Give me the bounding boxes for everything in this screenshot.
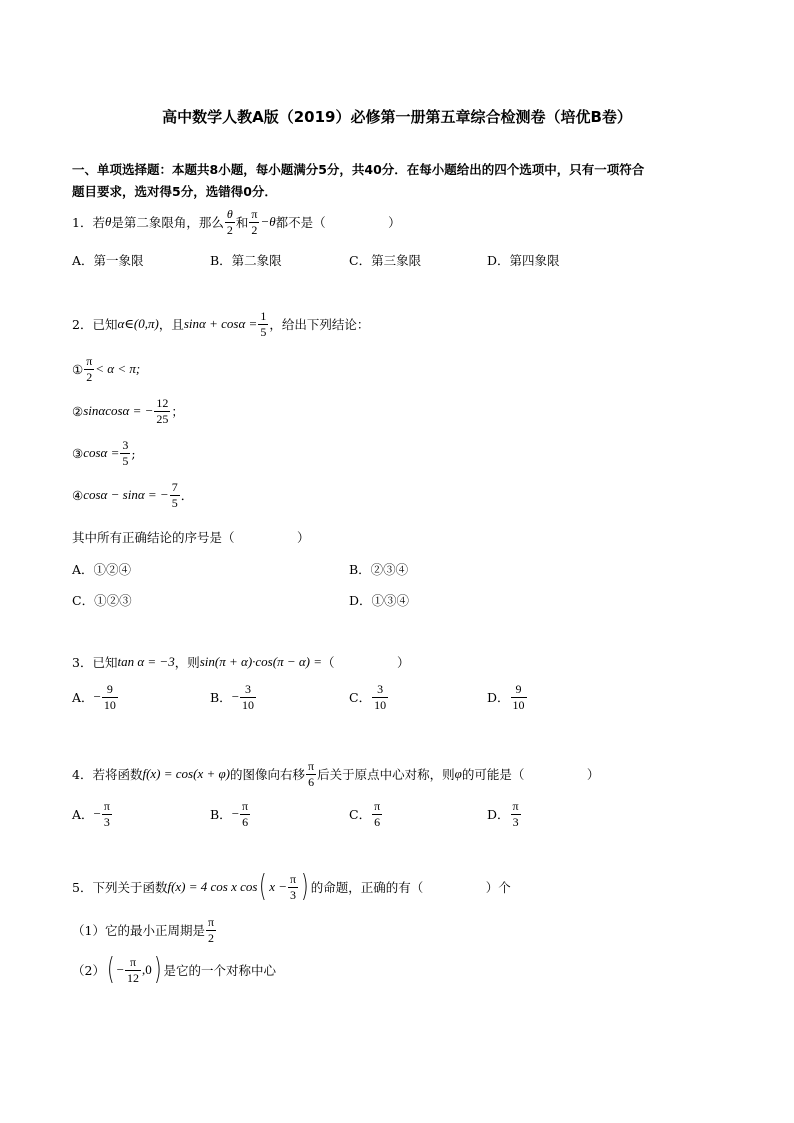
q4-b-label: B． — [210, 807, 232, 823]
q5-p1-den: 2 — [208, 930, 214, 945]
q3-c-fraction — [372, 683, 388, 711]
q4-c-den: 6 — [374, 814, 381, 829]
q4-d-den: 3 — [512, 814, 519, 829]
q5-p1-fraction — [206, 916, 216, 944]
q4-a-sign: − — [93, 806, 101, 822]
q3-option-d[interactable] — [487, 683, 528, 711]
q3-a-den: 10 — [103, 697, 116, 712]
q4-d-fraction — [511, 800, 521, 828]
q1-fraction-theta-over-2 — [225, 208, 235, 236]
page-title: 高中数学人教A版（2019）必修第一册第五章综合检测卷（培优B卷） — [162, 108, 632, 126]
question-1 — [72, 208, 401, 236]
q2-s2-num: 12 — [156, 396, 169, 410]
question-4 — [72, 760, 599, 788]
q2-s4-circle: ④ — [72, 487, 84, 503]
q2-text-1: 已知 — [92, 317, 118, 333]
section-heading-line2: 题目要求，选对得5分，选错得0分． — [72, 184, 277, 199]
q5-left-paren: ( — [259, 869, 268, 904]
q2-s4-expression: cosα − sinα = − — [83, 487, 169, 503]
q3-b-sign: − — [231, 689, 240, 705]
q3-a-num: 9 — [102, 683, 118, 698]
q2-s2-circle: ② — [72, 403, 84, 419]
q3-option-c[interactable] — [349, 683, 389, 711]
q3-c-num: 3 — [372, 683, 388, 698]
q3-c-den: 10 — [374, 697, 387, 712]
q2-s1-fraction — [84, 355, 94, 383]
q2-fraction — [258, 310, 268, 338]
q3-b-label: B． — [210, 690, 232, 706]
q2-s4-fraction — [170, 481, 180, 509]
q4-text-2: 的图像向右移 — [230, 767, 306, 783]
q4-option-b[interactable] — [210, 800, 251, 828]
q4-phi: φ — [454, 766, 462, 782]
q2-text-3: ，给出下列结论： — [269, 317, 370, 333]
q2-s3-den: 5 — [122, 453, 129, 468]
q2-s2-fraction — [154, 397, 170, 425]
q3-text-1: 已知 — [92, 655, 118, 670]
q2-s1-num: π — [86, 354, 93, 368]
q1-text-3: 都不是（ ） — [275, 215, 401, 231]
q3-option-b[interactable] — [210, 683, 257, 711]
q4-b-num: π — [242, 799, 249, 813]
q2-condition: α∈(0,π) — [117, 316, 159, 332]
q4-b-sign: − — [231, 806, 240, 822]
q1-frac2-num: π — [251, 207, 258, 221]
q1-text-1: 若 — [92, 215, 105, 231]
q2-statement-3 — [72, 439, 136, 467]
q3-d-den: 10 — [512, 697, 525, 712]
q1-text-2: 是第二象限角，那么 — [111, 215, 224, 231]
q1-and: 和 — [235, 215, 249, 231]
q2-s2-den: 25 — [156, 411, 169, 426]
question-3 — [72, 653, 410, 671]
q5-p2-text: 是它的一个对称中心 — [163, 963, 276, 978]
q5-p2-sign: − — [116, 962, 125, 977]
q4-c-fraction — [372, 800, 382, 828]
q4-number: 4． — [72, 767, 93, 783]
q4-c-num: π — [374, 799, 381, 813]
q3-text-3: （ ） — [322, 655, 410, 670]
q4-c-label: C． — [349, 807, 372, 823]
q2-s1-den: 2 — [86, 369, 93, 384]
q4-b-fraction — [240, 800, 250, 828]
q1-option-d[interactable]: D．第四象限 — [487, 253, 560, 268]
q2-s3-tail: ; — [131, 445, 136, 461]
q5-p1-num: π — [207, 915, 215, 929]
q2-s4-num: 7 — [171, 480, 178, 494]
q2-statement-4 — [72, 481, 193, 509]
q2-s1-circle: ① — [72, 361, 84, 377]
q2-s4-tail: ． — [180, 488, 194, 504]
q2-frac-num: 1 — [260, 309, 267, 323]
q2-question: 其中所有正确结论的序号是（ ） — [72, 530, 310, 545]
q5-frac-den: 3 — [290, 887, 297, 902]
q3-c-label: C． — [349, 690, 372, 706]
q1-frac1-num: θ — [225, 208, 235, 223]
q4-a-den: 3 — [103, 814, 110, 829]
q5-proposition-1 — [72, 916, 217, 944]
q2-s4-den: 5 — [171, 495, 178, 510]
q3-d-num: 9 — [511, 683, 527, 698]
q2-s3-fraction — [120, 439, 130, 467]
q5-p2-label: （2） — [72, 963, 105, 978]
q3-text-2: ，则 — [174, 655, 200, 670]
q2-s2-tail: ； — [171, 404, 184, 420]
q3-d-fraction — [511, 683, 527, 711]
q4-a-label: A． — [72, 807, 94, 823]
q2-s3-circle: ③ — [72, 445, 84, 461]
q5-proposition-2 — [72, 952, 276, 987]
q5-expression: f(x) = 4 cos x cos — [167, 879, 258, 894]
q5-text-2: 的命题，正确的有（ ）个 — [310, 880, 511, 895]
q1-option-b[interactable]: B．第二象限 — [210, 253, 282, 268]
q3-a-fraction — [102, 683, 118, 711]
q5-p2-den: 12 — [127, 970, 140, 985]
q3-d-label: D． — [487, 690, 510, 706]
q5-right-paren: ) — [301, 869, 309, 904]
q3-condition: tan α = −3 — [117, 654, 175, 669]
q3-a-sign: − — [93, 689, 101, 705]
q5-text-1: 下列关于函数 — [92, 880, 168, 895]
q1-fraction-pi-over-2 — [249, 208, 259, 236]
q4-text-4: 的可能是（ ） — [461, 767, 600, 783]
q2-s2-expression: sinαcosα = − — [83, 403, 154, 419]
q5-fraction — [288, 873, 298, 901]
q4-frac-den: 6 — [308, 774, 315, 789]
q5-p1-text: 它的最小正周期是 — [104, 923, 205, 939]
q4-a-num: π — [103, 799, 110, 813]
q2-option-a[interactable]: A．①②④ — [72, 562, 132, 577]
q2-option-d[interactable]: D．①③④ — [349, 593, 410, 608]
q5-p1-label: （1） — [72, 923, 105, 939]
q1-number: 1． — [72, 215, 93, 231]
question-2 — [72, 310, 369, 338]
q5-number: 5． — [72, 880, 93, 895]
q4-d-num: π — [512, 799, 519, 813]
q3-b-den: 10 — [242, 697, 255, 712]
q1-minus-theta: −θ — [260, 214, 276, 230]
q4-option-a[interactable] — [72, 800, 113, 828]
q2-number: 2． — [72, 317, 93, 333]
q2-s3-expression: cosα = — [83, 445, 120, 461]
q3-expression: sin(π + α)·cos(π − α) = — [199, 654, 323, 669]
q5-p2-tail: ,0 — [142, 962, 152, 977]
q3-b-num: 3 — [240, 683, 256, 698]
q1-theta: θ — [104, 214, 112, 230]
q5-frac-num: π — [289, 871, 297, 886]
q1-frac2-den: 2 — [251, 222, 258, 237]
q4-expression: f(x) = cos(x + φ) — [142, 766, 231, 782]
q4-b-den: 6 — [242, 814, 249, 829]
q4-option-c[interactable] — [349, 800, 383, 828]
q5-p2-fraction — [125, 956, 141, 984]
q2-s3-num: 3 — [122, 438, 129, 452]
q4-text-1: 若将函数 — [92, 767, 143, 783]
q4-fraction — [306, 760, 316, 788]
q2-statement-2 — [72, 397, 184, 425]
q4-text-3: 后关于原点中心对称，则 — [317, 767, 455, 783]
q4-option-d[interactable] — [487, 800, 522, 828]
q3-b-fraction — [240, 683, 256, 711]
q2-statement-1 — [72, 355, 140, 383]
q2-frac-den: 5 — [260, 324, 267, 339]
q4-a-fraction — [102, 800, 112, 828]
q3-a-label: A． — [72, 690, 94, 706]
q4-d-label: D． — [487, 807, 510, 823]
q2-text-2: ，且 — [158, 317, 184, 333]
q4-frac-num: π — [308, 759, 315, 773]
q3-number: 3． — [72, 655, 93, 670]
q1-option-a[interactable]: A．第一象限 — [72, 253, 144, 268]
section-heading-line1: 一、单项选择题：本题共8小题，每小题满分5分，共40分．在每小题给出的四个选项中，只有一项符合 — [72, 162, 645, 177]
q2-expression: sinα + cosα = — [183, 316, 258, 332]
q1-frac1-den: 2 — [226, 222, 233, 237]
q2-s1-tail: < α < π; — [95, 361, 141, 377]
q1-option-c[interactable]: C．第三象限 — [349, 253, 422, 268]
q5-inner: x − — [269, 879, 287, 894]
q2-option-b[interactable]: B．②③④ — [349, 562, 409, 577]
q5-p2-num: π — [125, 956, 141, 971]
q2-option-c[interactable]: C．①②③ — [72, 593, 132, 608]
question-5 — [72, 869, 511, 904]
q5-p2-right-paren: ) — [153, 952, 162, 987]
q5-p2-left-paren: ( — [107, 952, 115, 987]
q3-option-a[interactable] — [72, 683, 119, 711]
